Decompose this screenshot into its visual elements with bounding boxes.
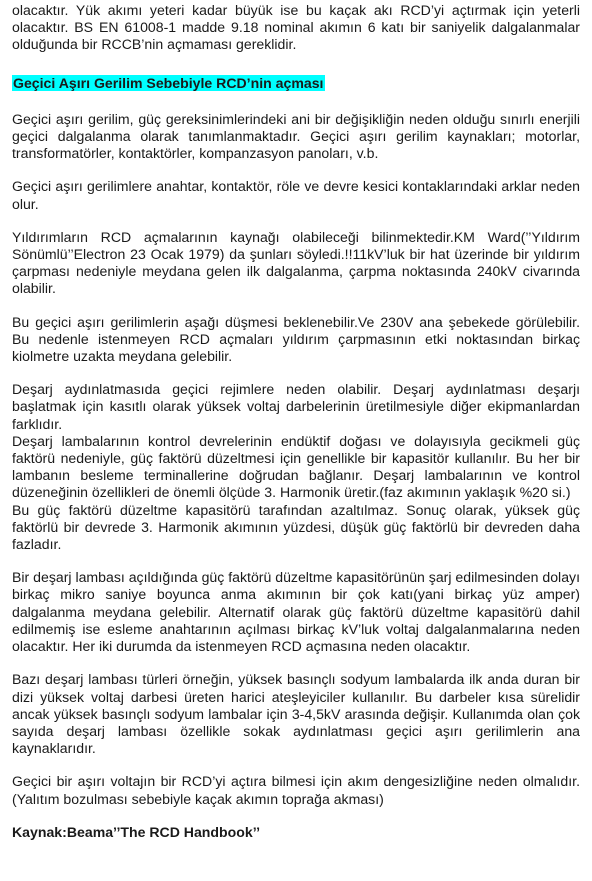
paragraph-definition: Geçici aşırı gerilim, güç gereksinimlerindeki ani bir değişikliğin neden olduğu sınırlı enerjili geçici dalgalanma olarak tanımlanmaktadır. Geçici aşırı gerilim kaynakları; motorlar, transformatörler, kontaktörler, kompanzasyon panoları, v.b.: [12, 110, 580, 162]
paragraph-igniters: Bazı deşarj lambası türleri örneğin, yüksek basınçlı sodyum lambalarda ilk anda duran bir dizi yüksek voltaj darbesi üreten harici ateşleyiciler kullanılır. Bu darbeler kısa sürelidir ancak yüksek basınçlı sodyum lambalar için 3-4,5kV arasında değişir. Kullanımda olan çok sayıda deşarj lambası özellikle sokak aydınlatması geçici aşırı gerilimlerin ana kaynaklarıdır.: [12, 671, 580, 757]
paragraph-arc-causes: Geçici aşırı gerilimlere anahtar, kontaktör, röle ve devre kesici kontaklarındaki arklar neden olur.: [12, 178, 580, 212]
paragraph-harmonics: Bu güç faktörü düzeltme kapasitörü tarafından azaltılmaz. Sonuç olarak, yüksek güç faktörlü bir devrede 3. Harmonik akımının yüzdesi, düşük güç faktörlü bir devreden daha fazladır.: [12, 501, 580, 553]
paragraph-imbalance: Geçici bir aşırı voltajın bir RCD’yi açtıra bilmesi için akım dengesizliğine neden olmalıdır.(Yalıtım bozulması sebebiyle kaçak akımın toprağa akması): [12, 773, 580, 807]
paragraph-lightning-effect: Bu geçici aşırı gerilimlerin aşağı düşmesi beklenebilir.Ve 230V ana şebekede görülebilir. Bu nedenle istenmeyen RCD açmaları yıldırım çarpmasının etki noktasından birkaç kiolmetre uzakta meydana gelebilir.: [12, 313, 580, 365]
section-heading-wrap: [12, 75, 580, 92]
paragraph-discharge-lighting: Deşarj aydınlatmasıda geçici rejimlere neden olabilir. Deşarj aydınlatması deşarjı başlatmak için kasıtlı olarak yüksek voltaj darbelerinin üretilmesiyle diğer ekipmanlardan farklıdır.: [12, 381, 580, 432]
paragraph-inrush: Bir deşarj lambası açıldığında güç faktörü düzeltme kapasitörünün şarj edilmesinden dolayı birkaç mikro saniye boyunca anma akımının bir çok katı(yani birkaç yüz amper) dalgalanma meydana gelebilir. Alternatif olarak güç faktörü düzeltme kapasitörü dahil edilmemiş ise esleme anahtarının açılması birkaç kV’luk voltaj dalgalanmalarına neden olacaktır. Her iki durumda da istenmeyen RCD açmasına neden olacaktır.: [12, 569, 580, 655]
paragraph-discharge-lamps: Deşarj lambalarının kontrol devrelerinin endüktif doğası ve dolayısıyla gecikmeli güç faktörü nedeniyle, güç faktörü düzeltmesi için genellikle bir kapasitör kullanılır. Bu her bir lambanın besleme terminallerine doğrudan bağlanır. Deşarj lambalarının ve kontrol düzeneğinin özellikleri de önemli ölçüde 3. Harmonik üretir.(faz akımının yaklaşık %20 si.): [12, 432, 580, 501]
source-reference: Kaynak:Beama’’The RCD Handbook’’: [12, 823, 260, 840]
paragraph-intro: olacaktır. Yük akımı yeteri kadar büyük ise bu kaçak akı RCD’yi açtırmak için yeterli olacaktır. BS EN 61008-1 madde 9.18 nominal akımın 6 katı bir saniyelik dalgalanmalar olduğunda bir RCCB’nin açmaması gereklidir.: [12, 2, 580, 53]
section-heading: Geçici Aşırı Gerilim Sebebiyle RCD’nin açması: [13, 74, 324, 91]
paragraph-lightning: Yıldırımların RCD açmalarının kaynağı olabileceği bilinmektedir.KM Ward(’’Yıldırım Sönümlü’’Electron 23 Ocak 1979) da şunları söyledi.!!11kV’luk bir hat üzerinde bir yıldırım çarpması nedeniyle meydana gelen ilk dalgalanma, çarpma noktasında 240kV civarında olabilir.: [12, 228, 580, 297]
